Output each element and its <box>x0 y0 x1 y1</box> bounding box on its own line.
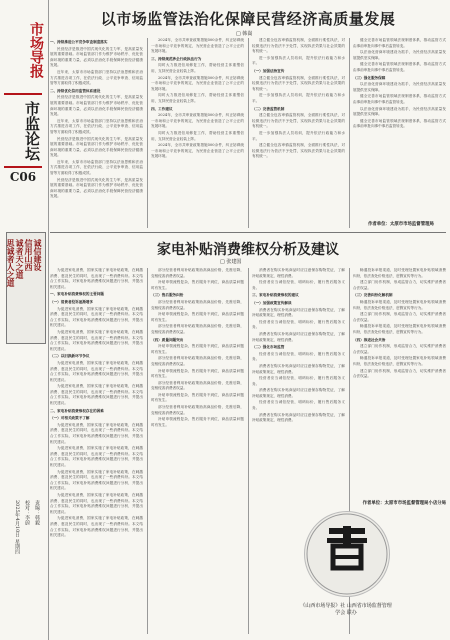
issue-date: 2025年4月10日 星期四 <box>14 500 20 554</box>
section-heading: 二、家电补贴消费维权存在的困难 <box>50 408 104 413</box>
section-heading: （二）强化市场监管 <box>252 345 285 350</box>
column-rule <box>349 38 350 228</box>
paragraph: 为促进家电消费，国家实施了家电补贴政策，在刺激消费、惠及民生的同时，也出现了一些消费纠纷。本文结合工作实际，对家电补贴消费维权问题进行分析，并提出相关建议。 <box>50 422 143 444</box>
paragraph: 进一步加强执法人员培训，提升依法行政能力和水平。 <box>252 130 345 141</box>
paragraph: 补贴申领流程复杂，售后服务不到位，商品质量问题时有发生。 <box>151 280 244 290</box>
section-heading: 一、持续推进公平竞争审查制度落实 <box>50 40 108 44</box>
column-divider <box>4 166 42 168</box>
paragraph: 民营经济是推进中国式现代化的生力军，是高质量发展的重要基础。市场监管部门作为维护市场秩序、优化营商环境的重要力量，必须以法治化手段保障民营经济健康发展。 <box>50 46 143 68</box>
paragraph: 民营经济是推进中国式现代化的生力军，是高质量发展的重要基础。市场监管部门作为维护市场秩序、优化营商环境的重要力量，必须以法治化手段保障民营经济健康发展。 <box>50 177 143 199</box>
sidebar <box>0 0 46 640</box>
article2-author-note: 作者单位：太原市市场监督管理局小店分局 <box>362 501 446 506</box>
article1-column <box>353 38 446 214</box>
slogan-line: 诚信建设 <box>33 239 43 271</box>
paragraph: 近年来，太原市市场监管部门坚持以法治思维和法治方式推进各项工作，在依法行政、公平竞争审查、信用监管等方面取得了积极成效。 <box>50 69 143 86</box>
paragraph: 消费者在购买补贴商品时应注意保存购物凭证，了解补贴政策规定，理性消费。 <box>252 388 345 398</box>
paragraph: 健全完善市场监管领域法规制度体系，推动监管方式由事前审批向事中事后监管转变。 <box>353 94 446 104</box>
paragraph: 民营经济是推进中国式现代化的生力军，是高质量发展的重要基础。市场监管部门作为维护市场秩序、优化营商环境的重要力量，必须以法治化手段保障民营经济健康发展。 <box>50 136 143 158</box>
paragraph: 建立健全包容审慎监管机制，全面推行柔性执法，对轻微违法行为依法不予处罚，实现执法效果与社会效果的有机统一。 <box>252 38 345 54</box>
section-heading: 一、家电补贴消费维权的主要问题 <box>50 292 104 297</box>
masthead-divider <box>4 93 42 95</box>
slogan-line: 信用山西 <box>24 239 34 271</box>
paragraph: 为促进家电消费，国家实施了家电补贴政策，在刺激消费、惠及民生的同时，也出现了一些消费纠纷。本文结合工作实际，对家电补贴消费维权问题进行分析，并提出相关建议。 <box>50 469 143 491</box>
paragraph: 畅通投诉举报渠道，及时受理处置家电补贴领域消费纠纷，依法查处价格违法、虚假宣传等行为。 <box>353 268 446 278</box>
column-rule <box>147 38 148 228</box>
paragraph: 消费者在购买补贴商品时应注意保存购物凭证，了解补贴政策规定，理性消费。 <box>252 363 345 374</box>
paragraph: 消费者在购买补贴商品时应注意保存购物凭证，了解补贴政策规定，理性消费。 <box>252 331 345 342</box>
paragraph: 2024年，全市共审查政策措施500余件，纠正妨碍统一市场和公平竞争的规定，为民营企业营造了公平公正的发展环境。 <box>151 113 244 129</box>
section-heading: （四）推进社会共治 <box>353 337 386 342</box>
column-rule <box>147 268 148 634</box>
paragraph: 2024年，全市共审查政策措施500余件，纠正妨碍统一市场和公平竞争的规定，为民营企业营造了公平公正的发展环境。 <box>151 38 244 54</box>
article1-column <box>151 38 244 228</box>
section-heading: （一）对相关政策不了解 <box>50 416 90 421</box>
paragraph: 建立健全包容审慎监管机制，全面推行柔性执法，对轻微违法行为依法不予处罚，实现执法效果与社会效果的有机统一。 <box>252 75 345 91</box>
paragraph: 为促进家电消费，国家实施了家电补贴政策，在刺激消费、惠及民生的同时，也出现了一些消费纠纷。本文结合工作实际，对家电补贴消费维权问题进行分析，并提出相关建议。 <box>50 384 143 406</box>
paragraph: 建立部门协作机制，形成监管合力，切实维护消费者合法权益。 <box>353 368 446 379</box>
section-heading: （一）加强法治宣传 <box>252 68 285 73</box>
emblem-icon <box>305 512 389 596</box>
paragraph: 部分经营者利用补贴政策抬高商品价格，先涨后降，变相侵害消费者权益。 <box>151 380 244 391</box>
paragraph: 部分经营者利用补贴政策抬高商品价格，先涨后降，变相侵害消费者权益。 <box>151 299 244 310</box>
paragraph: 健全完善市场监管领域法规制度体系，推动监管方式由事前审批向事中事后监管转变。 <box>353 62 446 72</box>
paragraph: 经营者应当诚信经营，明码标价，履行售后服务义务。 <box>252 319 345 330</box>
paragraph: 为促进家电消费，国家实施了家电补贴政策，在刺激消费、惠及民生的同时，也出现了一些消费纠纷。本文结合工作实际，对家电补贴消费维权问题进行分析，并提出相关建议。 <box>50 446 143 467</box>
paragraph: 建立健全包容审慎监管机制，全面推行柔性执法，对轻微违法行为依法不予处罚，实现执法效果与社会效果的有机统一。 <box>252 143 345 159</box>
emblem-logo <box>304 511 390 597</box>
paragraph: 近年来，太原市市场监管部门坚持以法治思维和法治方式推进各项工作，在依法行政、公平竞争审查、信用监管等方面取得了积极成效。 <box>50 159 143 176</box>
section-heading: 四、工作建议 <box>151 106 173 111</box>
paragraph: 为促进家电消费，国家实施了家电补贴政策，在刺激消费、惠及民生的同时，也出现了一些消费纠纷。本文结合工作实际，对家电补贴消费维权问题进行分析，并提出相关建议。 <box>50 360 143 382</box>
paragraph: 健全完善市场监管领域法规制度体系，推动监管方式由事前审批向事中事后监管转变。 <box>353 38 446 48</box>
paragraph: 补贴申领流程复杂，售后服务不到位，商品质量问题时有发生。 <box>151 344 244 354</box>
paragraph: 民营经济是推进中国式现代化的生力军，是高质量发展的重要基础。市场监管部门作为维护市场秩序、优化营商环境的重要力量，必须以法治化手段保障民营经济健康发展。 <box>50 95 143 117</box>
paragraph: 建立部门协作机制，形成监管合力，切实维护消费者合法权益。 <box>353 312 446 322</box>
article1-author-note: 作者单位：太原市市场监督管理局 <box>368 222 434 227</box>
paragraph: 近年来，太原市市场监管部门坚持以法治思维和法治方式推进各项工作，在依法行政、公平竞争审查、信用监管等方面取得了积极成效。 <box>50 118 143 134</box>
section-heading: （三）完善纠纷化解机制 <box>353 293 393 298</box>
article1-byline: □ 韩嵩 <box>236 31 253 37</box>
masthead-logo: 市场导报 <box>28 22 44 78</box>
section-heading: 三、家电补贴消费维权的建议 <box>252 293 299 298</box>
slogan-box <box>6 232 46 344</box>
paragraph: 2024年，全市共审查政策措施500余件，纠正妨碍统一市场和公平竞争的规定，为民营企业营造了公平公正的发展环境。 <box>151 143 244 159</box>
column-name: 市监论坛 <box>23 101 41 161</box>
section-heading: （一）消费者投诉逐渐增多 <box>50 299 94 304</box>
paragraph: 补贴申领流程复杂，售后服务不到位，商品质量问题时有发生。 <box>151 368 244 379</box>
paragraph: 同时大力推进信用修复工作，帮助经营主体重塑信用，支持民营企业轻装上阵。 <box>151 130 244 141</box>
paragraph: 部分经营者利用补贴政策抬高商品价格，先涨后降，变相侵害消费者权益。 <box>151 268 244 278</box>
editor-credit: 责编：韩毅 <box>34 500 40 525</box>
paragraph: 消费者在购买补贴商品时应注意保存购物凭证，了解补贴政策规定，理性消费。 <box>252 307 345 318</box>
paragraph: 补贴申领流程复杂，售后服务不到位，商品质量问题时有发生。 <box>151 312 244 322</box>
article1-column <box>252 38 345 228</box>
paragraph: 以法治化营商环境建设为抓手，为民营经济高质量发展提供坚实保障。 <box>353 82 446 92</box>
article1-column <box>50 38 143 228</box>
paragraph: 以法治化营商环境建设为抓手，为民营经济高质量发展提供坚实保障。 <box>353 106 446 117</box>
paragraph: 畅通投诉举报渠道，及时受理处置家电补贴领域消费纠纷，依法查处价格违法、虚假宣传等行为。 <box>353 356 446 366</box>
paragraph: 为促进家电消费，国家实施了家电补贴政策，在刺激消费、惠及民生的同时，也出现了一些消费纠纷。本文结合工作实际，对家电补贴消费维权问题进行分析，并提出相关建议。 <box>50 268 143 289</box>
page-number: C06 <box>9 170 37 184</box>
sidebar-separator <box>48 0 49 640</box>
paragraph: 为促进家电消费，国家实施了家电补贴政策，在刺激消费、惠及民生的同时，也出现了一些消费纠纷。本文结合工作实际，对家电补贴消费维权问题进行分析，并提出相关建议。 <box>50 306 143 328</box>
section-heading: （二）完善监管机制 <box>252 106 285 111</box>
paragraph: 消费者在购买补贴商品时应注意保存购物凭证，了解补贴政策规定，理性消费。 <box>252 412 345 423</box>
section-heading: （四）质量问题突出 <box>151 337 184 342</box>
paragraph: 建立部门协作机制，形成监管合力，切实维护消费者合法权益。 <box>353 280 446 290</box>
page-credits <box>4 500 44 630</box>
paragraph: 经营者应当诚信经营，明码标价，履行售后服务义务。 <box>252 351 345 362</box>
section-heading: （一）加强政策宣传解读 <box>252 300 292 305</box>
paragraph: 为促进家电消费，国家实施了家电补贴政策，在刺激消费、惠及民生的同时，也出现了一些消费纠纷。本文结合工作实际，对家电补贴消费维权问题进行分析，并提出相关建议。 <box>50 329 143 351</box>
paragraph: 建立部门协作机制，形成监管合力，切实维护消费者合法权益。 <box>353 344 446 354</box>
article2-byline: □ 张建国 <box>220 259 242 265</box>
slogan-line: 思诚者人之道 <box>6 239 16 287</box>
section-heading: 三、持续规范涉企行政执法行为 <box>151 56 202 61</box>
paragraph: 部分经营者利用补贴政策抬高商品价格，先涨后降，变相侵害消费者权益。 <box>151 356 244 366</box>
paragraph: 消费者在购买补贴商品时应注意保存购物凭证，了解补贴政策规定，理性消费。 <box>252 268 345 278</box>
emblem-caption: 《山西市场导报》社 山西省市场监督管理学会 联办 <box>300 603 392 616</box>
paragraph: 补贴申领流程复杂，售后服务不到位，商品质量问题时有发生。 <box>151 392 244 403</box>
proof-credit: 校对：李蔚 <box>24 500 30 525</box>
paragraph: 2024年，全市共审查政策措施500余件，纠正妨碍统一市场和公平竞争的规定，为民营企业营造了公平公正的发展环境。 <box>151 75 244 91</box>
paragraph: 部分经营者利用补贴政策抬高商品价格，先涨后降，变相侵害消费者权益。 <box>151 324 244 334</box>
article-divider <box>50 232 446 233</box>
paragraph: 畅通投诉举报渠道，及时受理处置家电补贴领域消费纠纷，依法查处价格违法、虚假宣传等行为。 <box>353 324 446 334</box>
paragraph: 补贴申领流程复杂，售后服务不到位，商品质量问题时有发生。 <box>151 417 244 427</box>
paragraph: 健全完善市场监管领域法规制度体系，推动监管方式由事前审批向事中事后监管转变。 <box>353 118 446 129</box>
slogan-line: 诚者天之道 <box>15 239 25 279</box>
article2-title: 家电补贴消费维权分析及建议 <box>157 242 339 258</box>
paragraph: 部分经营者利用补贴政策抬高商品价格，先涨后降，变相侵害消费者权益。 <box>151 405 244 415</box>
column-rule <box>248 268 249 634</box>
paragraph: 以法治化营商环境建设为抓手，为民营经济高质量发展提供坚实保障。 <box>353 50 446 60</box>
paragraph: 同时大力推进信用修复工作，帮助经营主体重塑信用，支持民营企业轻装上阵。 <box>151 93 244 103</box>
paragraph: 经营者应当诚信经营，明码标价，履行售后服务义务。 <box>252 376 345 386</box>
paragraph: 经营者应当诚信经营，明码标价，履行售后服务义务。 <box>252 400 345 411</box>
article2-column <box>353 268 446 496</box>
paragraph: 进一步加强执法人员培训，提升依法行政能力和水平。 <box>252 55 345 66</box>
section-heading: （二）以旧换新环节争议 <box>50 354 90 359</box>
article1-title: 以市场监管法治化保障民营经济高质量发展 <box>100 10 396 28</box>
section-heading: （三）强化服务保障 <box>353 75 386 80</box>
paragraph: 进一步加强执法人员培训，提升依法行政能力和水平。 <box>252 93 345 103</box>
paragraph: 为促进家电消费，国家实施了家电补贴政策，在刺激消费、惠及民生的同时，也出现了一些消费纠纷。本文结合工作实际，对家电补贴消费维权问题进行分析，并提出相关建议。 <box>50 516 143 538</box>
section-heading: 二、持续优化信用监管体系建设 <box>50 88 101 93</box>
column-rule <box>248 38 249 228</box>
article2-column <box>151 268 244 634</box>
paragraph: 为促进家电消费，国家实施了家电补贴政策，在刺激消费、惠及民生的同时，也出现了一些消费纠纷。本文结合工作实际，对家电补贴消费维权问题进行分析，并提出相关建议。 <box>50 492 143 514</box>
paragraph: 畅通投诉举报渠道，及时受理处置家电补贴领域消费纠纷，依法查处价格违法、虚假宣传等行为。 <box>353 299 446 310</box>
paragraph: 建立健全包容审慎监管机制，全面推行柔性执法，对轻微违法行为依法不予处罚，实现执法效果与社会效果的有机统一。 <box>252 113 345 129</box>
section-heading: （三）售后服务纠纷 <box>151 293 184 298</box>
paragraph: 同时大力推进信用修复工作，帮助经营主体重塑信用，支持民营企业轻装上阵。 <box>151 63 244 73</box>
article2-column <box>50 268 143 634</box>
paragraph: 经营者应当诚信经营，明码标价，履行售后服务义务。 <box>252 280 345 290</box>
